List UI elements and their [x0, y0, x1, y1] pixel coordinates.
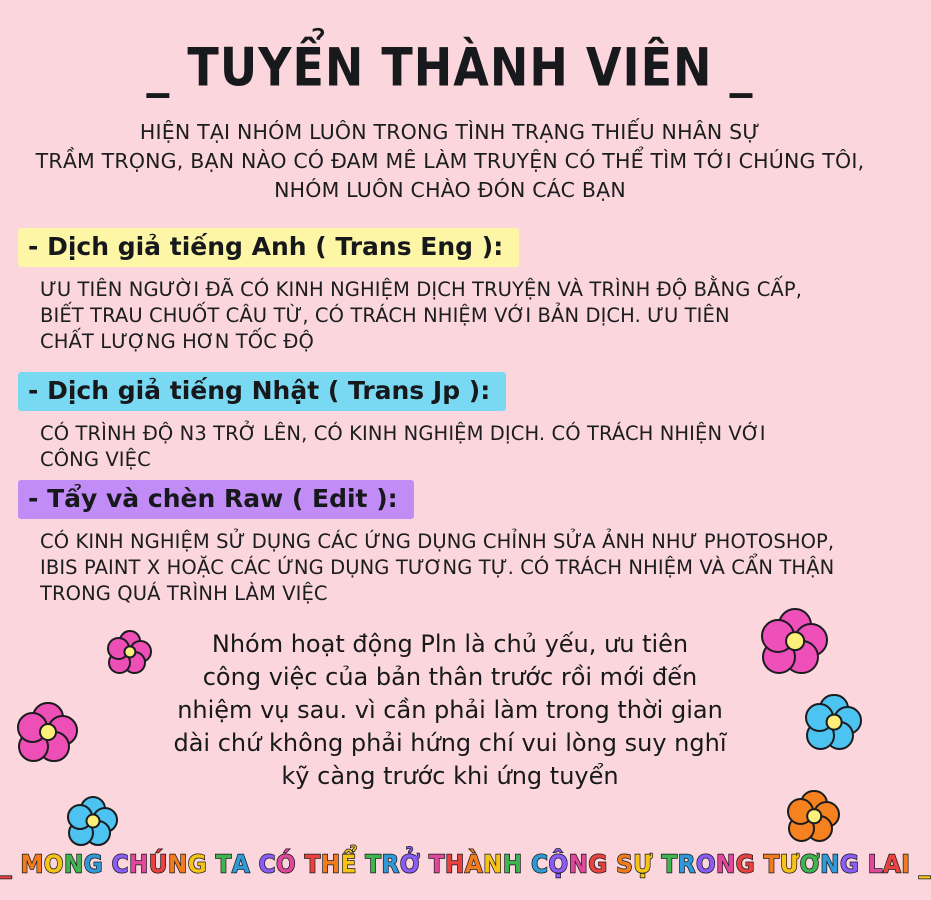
footer-letter [12, 851, 21, 879]
footer-letter: Ơ [799, 850, 821, 880]
section-edit [18, 480, 834, 607]
footer-letter: Ể [340, 850, 357, 880]
section-heading-edit: - Tẩy và chèn Raw ( Edit ): [18, 480, 414, 519]
section-line: CÓ KINH NGHIỆM SỬ DỤNG CÁC ỨNG DỤNG CHỈNH SỬA ẢNH NHƯ PHOTOSHOP, [40, 530, 835, 553]
footer-letter [103, 851, 112, 879]
footer-letter: Ở [399, 850, 421, 880]
footer-letter: T [304, 850, 321, 880]
footer-letter: C [111, 850, 130, 880]
footer-letter: H [445, 850, 465, 880]
footer-letter: M [20, 850, 44, 880]
section-line: CÔNG VIỆC [40, 448, 151, 471]
footer-letter: T [215, 850, 232, 880]
footer-letter: O [43, 850, 64, 880]
section-heading-trans-eng: - Dịch giả tiếng Anh ( Trans Eng ): [18, 228, 519, 267]
footer-letter: G [588, 850, 608, 880]
footer-letter: N [167, 850, 188, 880]
section-line: CHẤT LƯỢNG HƠN TỐC ĐỘ [40, 330, 314, 353]
flower-blue-bottom-left [68, 796, 118, 846]
footer-letter: H [129, 850, 149, 880]
footer-letter: H [502, 850, 523, 880]
footer-letter: T [365, 850, 382, 880]
flower-center [826, 714, 843, 731]
footer-letter: _ [918, 850, 931, 880]
footer-letter: G [735, 850, 756, 880]
closing-line: dài chứ không phải hứng chí vui lòng suy nghĩ [173, 729, 727, 757]
section-line: ƯU TIÊN NGƯỜI ĐÃ CÓ KINH NGHIỆM DỊCH TRUYỆN VÀ TRÌNH ĐỘ BẰNG CẤP, [40, 278, 803, 301]
flower-center [785, 631, 805, 651]
footer-letter [608, 851, 617, 879]
footer-letter [420, 851, 429, 879]
footer-letter: _ [0, 850, 12, 880]
footer-letter: A [883, 850, 902, 880]
footer-letter: Ộ [548, 850, 569, 880]
flower-center [39, 723, 57, 741]
closing-line: công việc của bản thân trước rồi mới đến [202, 663, 698, 691]
footer-letter: Ự [633, 850, 654, 880]
flower-magenta-left [108, 630, 152, 674]
footer-letter: T [763, 850, 780, 880]
intro-line: TRẦM TRỌNG, BẠN NÀO CÓ ĐAM MÊ LÀM TRUYỆN CÓ THỂ TÌM TỚI CHÚNG TÔI, [35, 149, 865, 173]
flower-orange-bottom-right [788, 790, 840, 842]
footer-letter: L [867, 850, 883, 880]
section-line: IBIS PAINT X HOẶC CÁC ỨNG DỤNG TƯƠNG TỰ. CÓ TRÁCH NHIỆM VÀ CẨN THẬN [40, 556, 835, 579]
section-trans-eng [18, 228, 802, 355]
intro-line: HIỆN TẠI NHÓM LUÔN TRONG TÌNH TRẠNG THIẾU NHÂN SỰ [139, 120, 761, 144]
footer-letter: N [716, 850, 736, 880]
footer-letter [755, 851, 764, 879]
section-body-trans-eng [18, 277, 802, 355]
intro-line: NHÓM LUÔN CHÀO ĐÓN CÁC BẠN [274, 178, 626, 202]
footer-letter: G [839, 850, 860, 880]
flower-center [806, 808, 822, 824]
footer-letter [523, 851, 532, 879]
flower-center [86, 814, 101, 829]
section-heading-trans-jp: - Dịch giả tiếng Nhật ( Trans Jp ): [18, 372, 506, 411]
footer-letter [207, 851, 216, 879]
footer-letter: I [901, 850, 911, 880]
section-line: CÓ TRÌNH ĐỘ N3 TRỞ LÊN, CÓ KINH NGHIỆM DỊCH. CÓ TRÁCH NHIỆN VỚI [40, 422, 766, 445]
footer-letter: N [820, 850, 840, 880]
footer-letter [653, 851, 662, 879]
footer-letter: A [231, 850, 251, 880]
footer-letter [296, 851, 305, 879]
footer-letter: N [568, 850, 589, 880]
closing-line: nhiệm vụ sau. vì cần phải làm trong thời gian [177, 696, 723, 724]
footer-letter: R [381, 850, 400, 880]
footer-letter: T [661, 850, 678, 880]
footer-letter: G [187, 850, 208, 880]
footer-letter: O [695, 850, 717, 880]
footer-letter: N [63, 850, 84, 880]
footer-letter: C [258, 850, 277, 880]
footer-letter: S [616, 850, 634, 880]
closing-line: Nhóm hoạt động Pln là chủ yếu, ưu tiên [211, 630, 689, 658]
footer-letter [859, 851, 868, 879]
footer-letter: C [531, 850, 549, 880]
footer-letter: G [83, 850, 104, 880]
intro-paragraph [0, 118, 900, 205]
footer-letter: N [483, 850, 503, 880]
footer-letter [250, 851, 259, 879]
section-trans-jp [18, 372, 766, 473]
footer-letter: Ó [276, 850, 297, 880]
closing-line: kỹ càng trước khi ứng tuyển [281, 762, 619, 790]
flower-magenta-top-right [762, 608, 828, 674]
section-line: TRONG QUÁ TRÌNH LÀM VIỆC [40, 582, 328, 605]
footer-letter: Ư [779, 850, 800, 880]
footer-letter: H [320, 850, 341, 880]
footer-letter: T [428, 850, 446, 880]
footer-letter [357, 851, 366, 879]
section-line: BIẾT TRAU CHUỐT CÂU TỪ, CÓ TRÁCH NHIỆM VỚI BẢN DỊCH. ƯU TIÊN [40, 304, 730, 327]
footer-letter: Ú [148, 850, 168, 880]
flower-blue-right [806, 694, 862, 750]
section-body-trans-jp [18, 421, 766, 473]
footer-letter: À [464, 850, 484, 880]
footer-rainbow-text [0, 850, 931, 880]
footer-letter: R [677, 850, 696, 880]
page-title: _ TUYỂN THÀNH VIÊN _ [146, 36, 754, 99]
footer-letter [910, 851, 919, 879]
section-body-edit [18, 529, 834, 607]
flower-magenta-lower-left [18, 702, 78, 762]
